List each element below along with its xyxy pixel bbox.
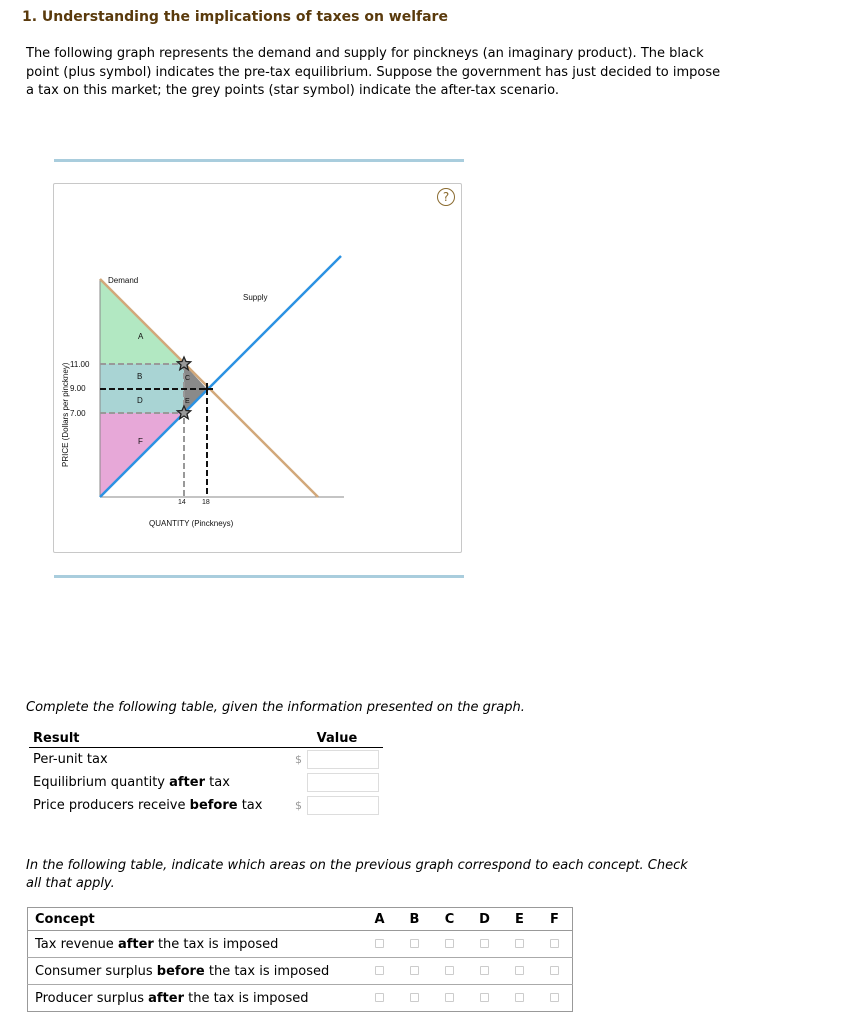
checkbox[interactable] (445, 966, 454, 975)
area-label-f: F (138, 437, 143, 446)
table-row (28, 985, 573, 1012)
currency-symbol: $ (295, 753, 302, 766)
checkbox[interactable] (550, 993, 559, 1002)
checkbox[interactable] (480, 939, 489, 948)
x-tick-18: 18 (202, 499, 210, 506)
checkbox[interactable] (480, 966, 489, 975)
result-label: Price producers receive before tax (33, 798, 263, 813)
column-header-b: B (397, 908, 432, 931)
producer-price-before-tax-input[interactable] (307, 796, 379, 815)
area-label-b: B (137, 372, 143, 381)
checkbox[interactable] (515, 966, 524, 975)
top-divider (54, 159, 464, 162)
checkbox[interactable] (445, 939, 454, 948)
table1-prompt: Complete the following table, given the information presented on the graph. (26, 700, 525, 715)
y-tick-11: 11.00 (70, 360, 90, 369)
area-label-d: D (137, 396, 143, 405)
concepts-table (27, 907, 573, 1012)
table-row (29, 771, 383, 794)
table-row (29, 748, 383, 772)
column-header-a: A (362, 908, 397, 931)
question-title: 1. Understanding the implications of taxes on welfare (22, 9, 448, 25)
concept-label: Producer surplus after the tax is imposed (35, 990, 309, 1006)
x-tick-14: 14 (178, 499, 186, 506)
checkbox[interactable] (515, 993, 524, 1002)
table-row (28, 958, 573, 985)
column-header-c: C (432, 908, 467, 931)
bottom-divider (54, 575, 464, 578)
concept-column-header: Concept (28, 908, 363, 931)
intro-text: The following graph represents the demand and supply for pinckneys (an imaginary product). The black point (plus symbol) indicates the pre-tax equilibrium. Suppose the government has just decided to impose a tax on this market; the grey points (star symbol) indicate the after-tax scenario. (26, 46, 721, 98)
area-label-a: A (138, 332, 144, 341)
y-axis-title: PRICE (Dollars per pinckney) (61, 362, 70, 467)
checkbox[interactable] (410, 939, 419, 948)
demand-label: Demand (108, 276, 139, 285)
checkbox[interactable] (375, 939, 384, 948)
value-column-header: Value (316, 730, 358, 746)
column-header-f: F (537, 908, 573, 931)
checkbox[interactable] (550, 966, 559, 975)
per-unit-tax-input[interactable] (307, 750, 379, 769)
table2-prompt: In the following table, indicate which areas on the previous graph correspond to each concept. Check all that apply. (26, 858, 688, 891)
y-tick-9: 9.00 (70, 384, 86, 393)
checkbox[interactable] (445, 993, 454, 1002)
equilibrium-quantity-after-tax-input[interactable] (307, 773, 379, 792)
result-label: Per-unit tax (33, 752, 108, 767)
result-column-header: Result (33, 730, 80, 746)
area-label-e: E (185, 398, 190, 405)
checkbox[interactable] (410, 993, 419, 1002)
checkbox[interactable] (480, 993, 489, 1002)
graph-panel (53, 183, 462, 553)
result-label: Equilibrium quantity after tax (33, 775, 230, 790)
checkbox[interactable] (375, 993, 384, 1002)
column-header-e: E (502, 908, 537, 931)
currency-symbol: $ (295, 799, 302, 812)
help-icon[interactable]: ? (437, 188, 455, 206)
table-row (29, 794, 383, 817)
table-row (28, 931, 573, 958)
y-tick-7: 7.00 (70, 409, 86, 418)
results-table (29, 729, 383, 817)
checkbox[interactable] (515, 939, 524, 948)
checkbox[interactable] (375, 966, 384, 975)
supply-label: Supply (243, 293, 268, 302)
checkbox[interactable] (410, 966, 419, 975)
column-header-d: D (467, 908, 502, 931)
x-axis-title: QUANTITY (Pinckneys) (149, 519, 234, 528)
concept-label: Tax revenue after the tax is imposed (28, 931, 363, 958)
area-label-c: C (185, 375, 191, 382)
supply-demand-graph[interactable] (54, 184, 463, 554)
checkbox[interactable] (550, 939, 559, 948)
concept-label: Consumer surplus before the tax is imposed (28, 958, 363, 985)
